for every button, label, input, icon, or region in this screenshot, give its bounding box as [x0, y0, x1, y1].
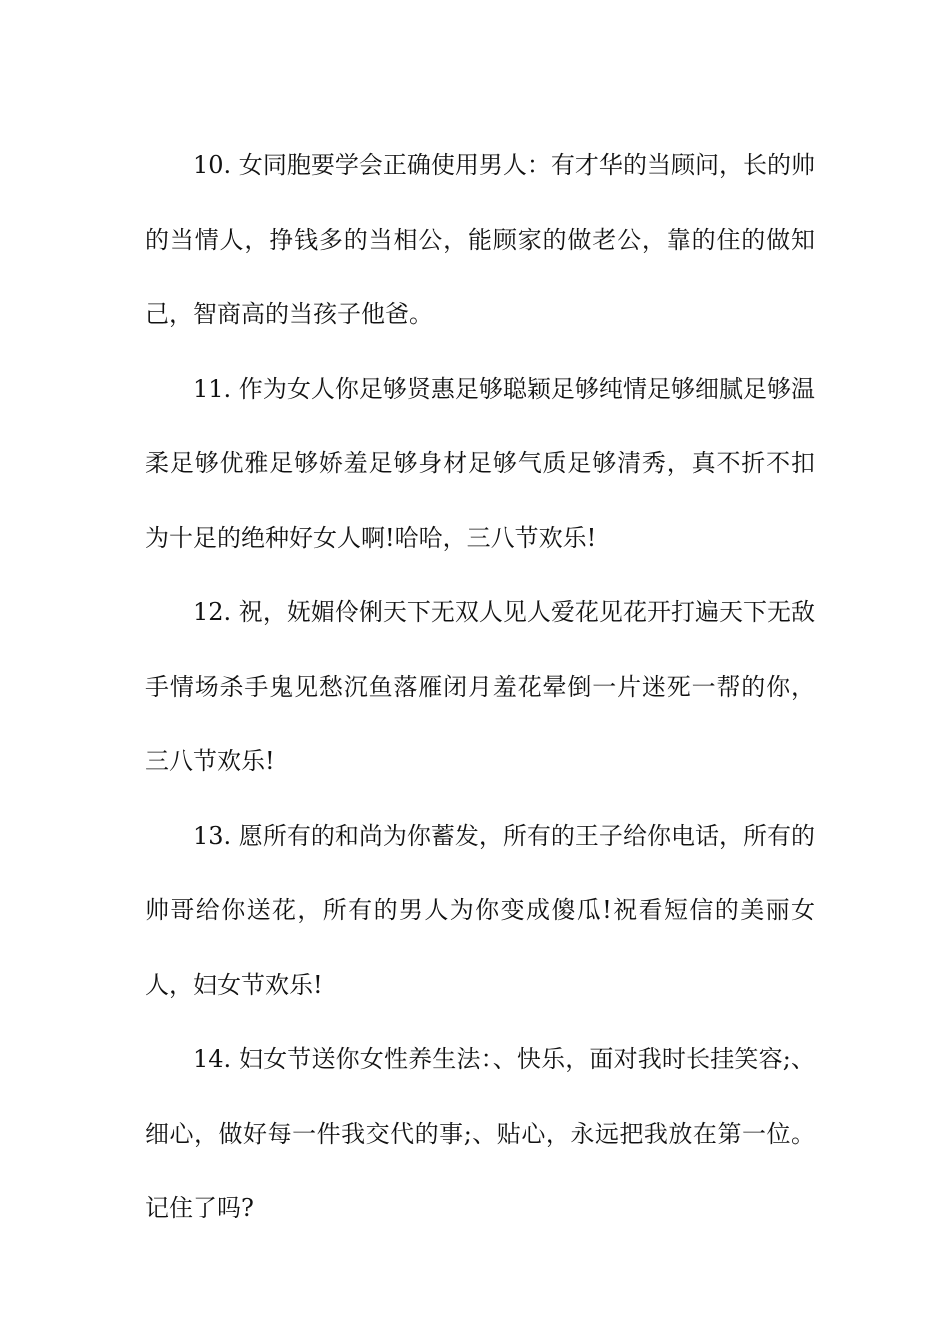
paragraph-13: 13. 愿所有的和尚为你蓄发，所有的王子给你电话，所有的帅哥给你送花，所有的男人为你变成傻瓜!祝看短信的美丽女人，妇女节欢乐!	[145, 821, 815, 999]
paragraph-10: 10. 女同胞要学会正确使用男人：有才华的当顾问，长的帅的当情人，挣钱多的当相公，能顾家的做老公，靠的住的做知己，智商高的当孩子他爸。	[145, 151, 815, 328]
paragraph-14: 14. 妇女节送你女性养生法：、快乐，面对我时长挂笑容;、细心，做好每一件我交代的事;、贴心，永远把我放在第一位。记住了吗?	[145, 1045, 815, 1222]
document-body	[145, 128, 815, 1246]
paragraph-11: 11. 作为女人你足够贤惠足够聪颖足够纯情足够细腻足够温柔足够优雅足够娇羞足够身材足够气质足够清秀，真不折不扣为十足的绝种好女人啊!哈哈，三八节欢乐!	[145, 374, 815, 552]
paragraph-12: 12. 祝，妩媚伶俐天下无双人见人爱花见花开打遍天下无敌手情场杀手鬼见愁沉鱼落雁闭月羞花晕倒一片迷死一帮的你，三八节欢乐!	[145, 598, 815, 775]
